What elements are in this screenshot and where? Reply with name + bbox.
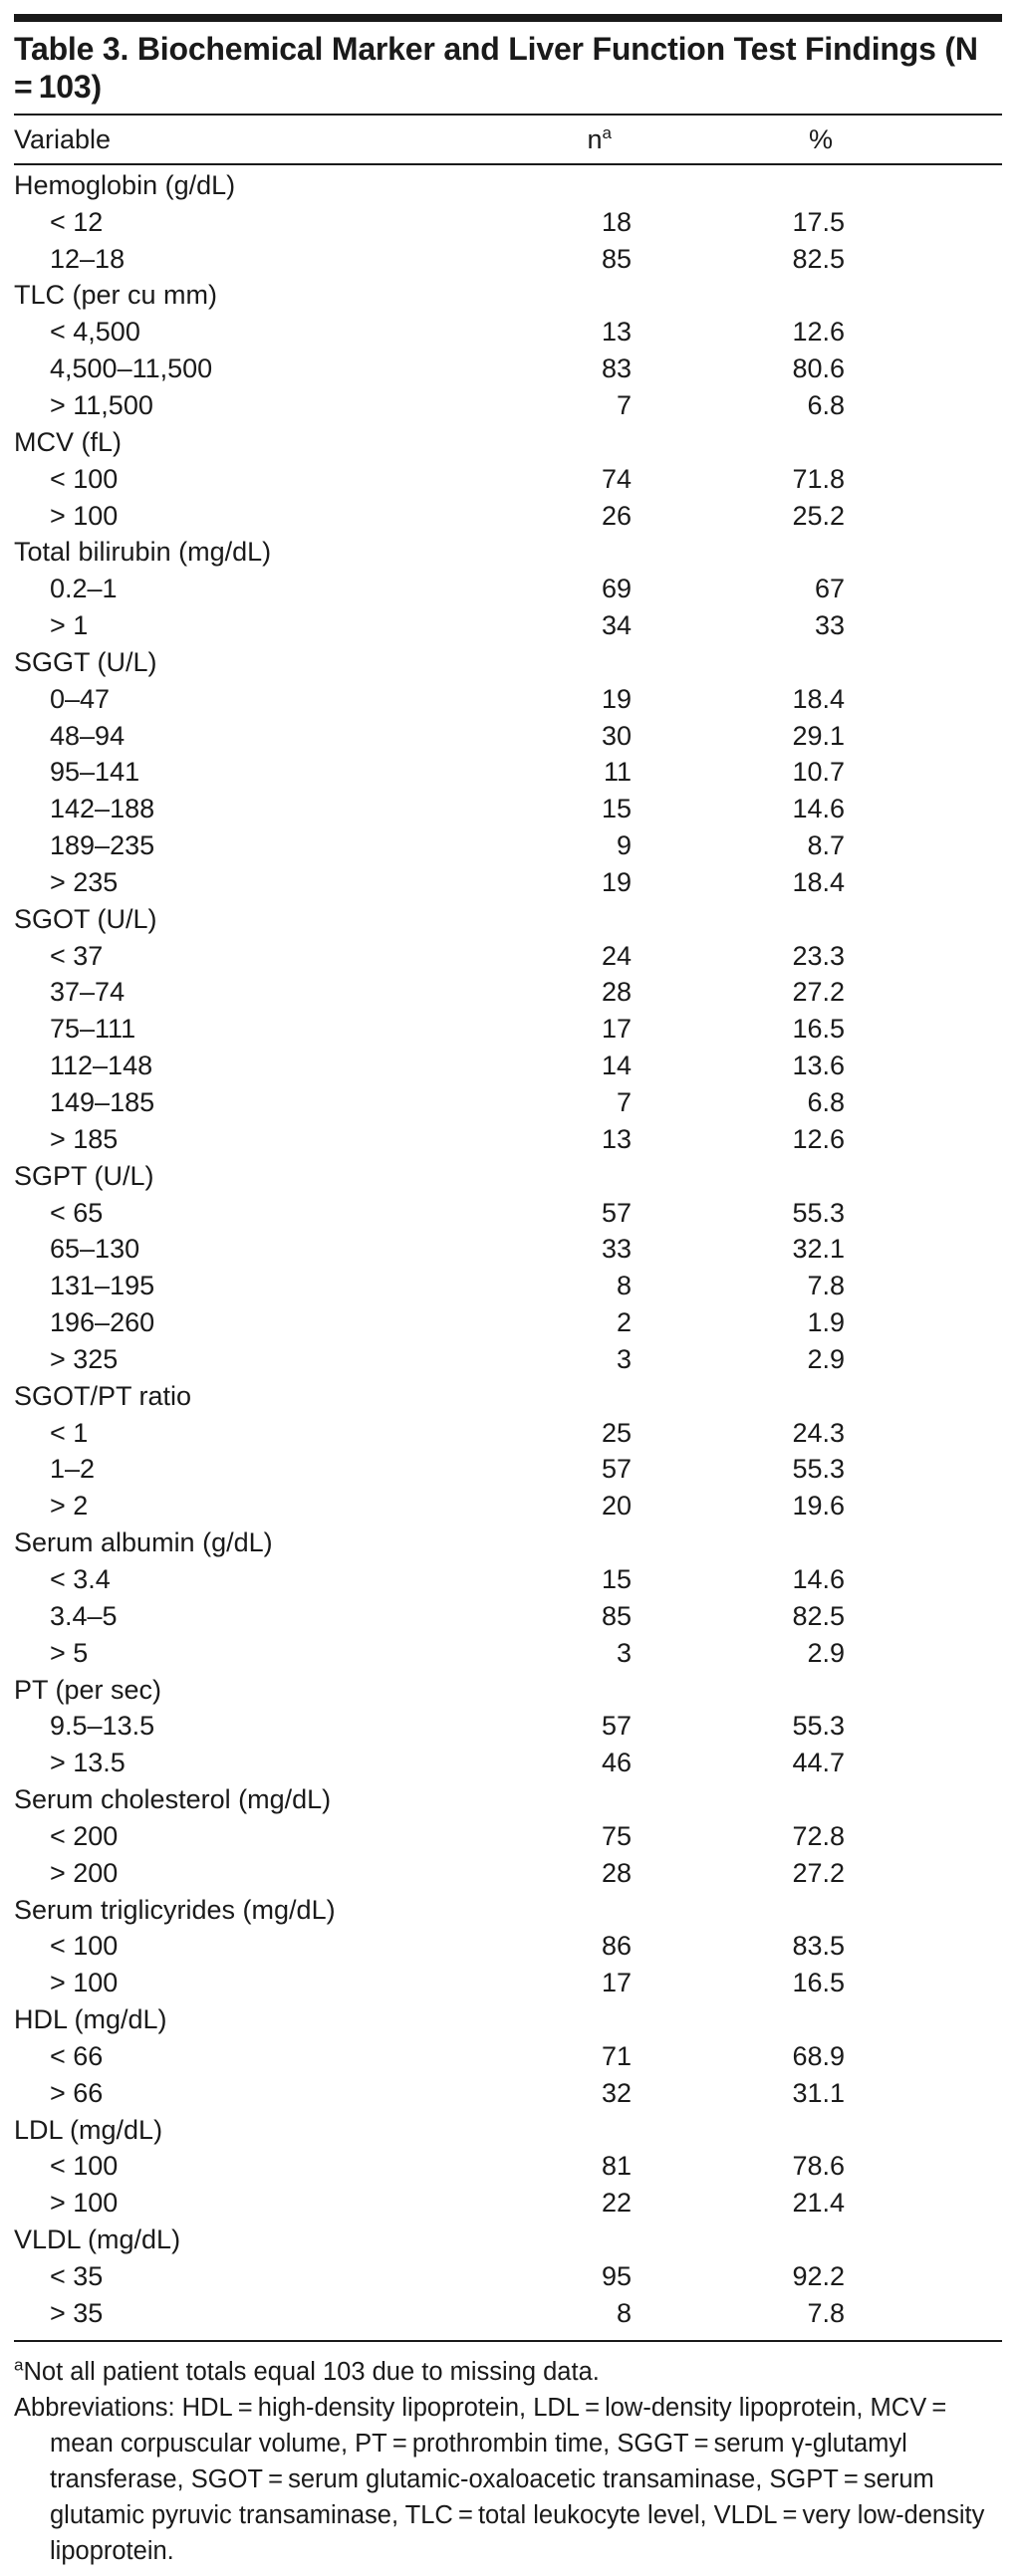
row-label: < 12: [50, 206, 104, 237]
header-n-label: n: [587, 123, 603, 154]
row-label: < 66: [50, 2040, 104, 2071]
row-percent: 68.9: [792, 2040, 845, 2071]
row-percent: 82.5: [792, 243, 845, 274]
table-row: [14, 718, 1002, 755]
table-group-row: [14, 1158, 1002, 1195]
row-label: SGGT (U/L): [14, 646, 157, 677]
row-label: 112–148: [50, 1051, 153, 1081]
table-row: [14, 681, 1002, 718]
row-percent: 55.3: [792, 1454, 845, 1485]
row-label: < 4,500: [50, 317, 140, 348]
row-label: < 100: [50, 1931, 119, 1962]
row-n: 13: [601, 317, 632, 348]
row-label: Serum triglicyrides (mg/dL): [14, 1894, 336, 1925]
table-row: [14, 2038, 1002, 2075]
table-row: [14, 1745, 1002, 1781]
row-label: > 5: [50, 1637, 89, 1668]
row-label: SGPT (U/L): [14, 1160, 154, 1191]
row-n: 32: [601, 2077, 632, 2108]
row-percent: 16.5: [792, 1014, 845, 1045]
row-label: 48–94: [50, 720, 126, 751]
table-row: [14, 975, 1002, 1012]
table-group-row: [14, 1672, 1002, 1709]
table-row: [14, 1598, 1002, 1635]
row-n: 71: [601, 2040, 632, 2071]
row-n: 8: [616, 1271, 632, 1301]
row-percent: 18.4: [792, 866, 845, 897]
table-figure: [14, 14, 1002, 2569]
table-row: [14, 2185, 1002, 2222]
table-row: [14, 1561, 1002, 1598]
row-percent: 7.8: [807, 2297, 845, 2328]
row-percent: 17.5: [792, 206, 845, 237]
row-n: 7: [616, 1087, 632, 1118]
row-n: 46: [601, 1748, 632, 1778]
table-row: [14, 1048, 1002, 1084]
row-percent: 27.2: [792, 1857, 845, 1888]
table-row: [14, 498, 1002, 535]
table-row: [14, 755, 1002, 792]
row-label: 196–260: [50, 1307, 155, 1338]
table-row: [14, 2295, 1002, 2332]
row-n: 33: [601, 1234, 632, 1265]
row-label: < 35: [50, 2261, 104, 2292]
row-label: > 35: [50, 2297, 104, 2328]
table-row: [14, 461, 1002, 498]
row-n: 8: [616, 2297, 632, 2328]
table-row: [14, 1195, 1002, 1232]
row-label: 1–2: [50, 1454, 96, 1485]
table-row: [14, 571, 1002, 607]
row-n: 57: [601, 1197, 632, 1228]
bottom-rule: [14, 2340, 1002, 2342]
table-row: [14, 2258, 1002, 2295]
row-n: 83: [601, 353, 632, 384]
row-label: 75–111: [50, 1014, 136, 1045]
row-label: 131–195: [50, 1271, 155, 1301]
table-row: [14, 2075, 1002, 2112]
row-n: 34: [601, 610, 632, 641]
header-percent: %: [808, 123, 833, 154]
footnote-mark: a: [14, 2355, 24, 2375]
row-label: < 3.4: [50, 1563, 111, 1594]
row-label: 189–235: [50, 830, 155, 861]
table-row: [14, 1929, 1002, 1966]
table-header: [14, 116, 1002, 163]
table-row: [14, 938, 1002, 975]
row-label: HDL (mg/dL): [14, 2004, 167, 2035]
abbreviations: Abbreviations: HDL = high-density lipoprotein, LDL = low-density lipoprotein, MCV = mean corpuscular volume, PT = prothrombin time, SGGT = serum γ-glutamyl transferase, SGOT = serum glutamic-oxaloacetic transaminase, SGPT = serum glutamic pyruvic transaminase, TLC = total leukocyte level, VLDL = very low-density lipoprotein.: [14, 2393, 985, 2565]
row-percent: 8.7: [807, 830, 845, 861]
row-n: 19: [601, 683, 632, 714]
row-label: VLDL (mg/dL): [14, 2225, 181, 2255]
row-label: 0–47: [50, 683, 111, 714]
row-n: 3: [616, 1637, 632, 1668]
row-label: < 1: [50, 1417, 89, 1448]
row-label: 12–18: [50, 243, 126, 274]
table-row: [14, 1452, 1002, 1489]
table-group-row: [14, 424, 1002, 461]
table-group-row: [14, 2001, 1002, 2038]
table-row: [14, 1304, 1002, 1341]
row-percent: 67: [814, 574, 845, 604]
table-row: [14, 1635, 1002, 1672]
row-n: 2: [616, 1307, 632, 1338]
row-label: > 13.5: [50, 1748, 126, 1778]
table-row: [14, 1818, 1002, 1855]
row-label: > 200: [50, 1857, 119, 1888]
row-percent: 12.6: [792, 1123, 845, 1154]
row-label: SGOT/PT ratio: [14, 1380, 192, 1411]
header-n-footnote-mark: a: [602, 122, 612, 142]
row-n: 74: [601, 463, 632, 494]
row-percent: 23.3: [792, 940, 845, 971]
table-row: [14, 314, 1002, 351]
table-group-row: [14, 2112, 1002, 2149]
row-label: 37–74: [50, 977, 126, 1008]
row-percent: 6.8: [807, 1087, 845, 1118]
row-percent: 2.9: [807, 1637, 845, 1668]
row-label: 3.4–5: [50, 1600, 118, 1631]
row-label: LDL (mg/dL): [14, 2114, 163, 2145]
row-n: 75: [601, 1820, 632, 1851]
row-n: 57: [601, 1711, 632, 1742]
table-row: [14, 1855, 1002, 1892]
row-n: 11: [603, 757, 632, 788]
table-row: [14, 864, 1002, 901]
table-row: [14, 1341, 1002, 1378]
table-title: Table 3. Biochemical Marker and Liver Function Test Findings (N = 103): [14, 31, 984, 105]
row-percent: 32.1: [792, 1234, 845, 1265]
row-label: > 100: [50, 1968, 119, 1998]
table-row: [14, 1268, 1002, 1304]
row-n: 18: [601, 206, 632, 237]
table-row: [14, 351, 1002, 387]
row-label: 149–185: [50, 1087, 155, 1118]
row-label: 9.5–13.5: [50, 1711, 155, 1742]
row-label: 65–130: [50, 1234, 140, 1265]
table-row: [14, 241, 1002, 278]
table-row: [14, 2149, 1002, 2186]
table-body: [14, 165, 1002, 2332]
row-percent: 14.6: [792, 794, 845, 824]
row-n: 81: [601, 2151, 632, 2182]
row-n: 17: [601, 1014, 632, 1045]
row-percent: 7.8: [807, 1271, 845, 1301]
row-n: 95: [601, 2261, 632, 2292]
row-percent: 92.2: [792, 2261, 845, 2292]
row-percent: 24.3: [792, 1417, 845, 1448]
row-label: Hemoglobin (g/dL): [14, 169, 236, 200]
row-percent: 19.6: [792, 1491, 845, 1522]
row-n: 28: [601, 1857, 632, 1888]
row-n: 19: [601, 866, 632, 897]
row-n: 85: [601, 1600, 632, 1631]
table-row: [14, 1011, 1002, 1048]
row-percent: 21.4: [792, 2188, 845, 2219]
table-group-row: [14, 278, 1002, 315]
row-percent: 27.2: [792, 977, 845, 1008]
table-row: [14, 1708, 1002, 1745]
row-percent: 14.6: [792, 1563, 845, 1594]
row-n: 26: [601, 500, 632, 531]
row-label: < 100: [50, 2151, 119, 2182]
table-group-row: [14, 1781, 1002, 1818]
row-n: 17: [601, 1968, 632, 1998]
row-percent: 13.6: [792, 1051, 845, 1081]
row-percent: 16.5: [792, 1968, 845, 1998]
row-percent: 6.8: [807, 389, 845, 420]
row-percent: 10.7: [792, 757, 845, 788]
table-row: [14, 791, 1002, 827]
row-n: 86: [601, 1931, 632, 1962]
table-row: [14, 1121, 1002, 1158]
header-n: [482, 124, 612, 155]
row-label: > 1: [50, 610, 89, 641]
table-group-row: [14, 1892, 1002, 1929]
footnote-text: Not all patient totals equal 103 due to missing data.: [23, 2357, 600, 2386]
table-group-row: [14, 534, 1002, 571]
row-n: 7: [616, 389, 632, 420]
table-row: [14, 1415, 1002, 1452]
row-percent: 29.1: [792, 720, 845, 751]
row-n: 13: [601, 1123, 632, 1154]
row-n: 24: [601, 940, 632, 971]
row-label: Serum cholesterol (mg/dL): [14, 1784, 332, 1815]
row-label: Total bilirubin (mg/dL): [14, 537, 272, 568]
table-group-row: [14, 644, 1002, 681]
table-group-row: [14, 901, 1002, 938]
row-label: 4,500–11,500: [50, 353, 213, 384]
row-n: 28: [601, 977, 632, 1008]
row-percent: 80.6: [792, 353, 845, 384]
row-percent: 31.1: [792, 2077, 845, 2108]
row-label: MCV (fL): [14, 426, 122, 457]
row-label: PT (per sec): [14, 1674, 162, 1705]
row-label: 0.2–1: [50, 574, 118, 604]
row-n: 14: [601, 1051, 632, 1081]
row-label: > 11,500: [50, 389, 153, 420]
row-percent: 83.5: [792, 1931, 845, 1962]
header-variable: Variable: [14, 123, 112, 154]
table-row: [14, 1965, 1002, 2001]
row-n: 85: [601, 243, 632, 274]
row-n: 3: [616, 1343, 632, 1374]
row-n: 57: [601, 1454, 632, 1485]
row-percent: 82.5: [792, 1600, 845, 1631]
row-percent: 18.4: [792, 683, 845, 714]
row-label: > 100: [50, 500, 119, 531]
row-label: > 100: [50, 2188, 119, 2219]
row-n: 9: [616, 830, 632, 861]
row-percent: 72.8: [792, 1820, 845, 1851]
row-label: > 66: [50, 2077, 104, 2108]
row-percent: 25.2: [792, 500, 845, 531]
row-percent: 78.6: [792, 2151, 845, 2182]
row-percent: 33: [814, 610, 845, 641]
row-label: Serum albumin (g/dL): [14, 1527, 273, 1558]
table-group-row: [14, 1524, 1002, 1561]
row-n: 15: [601, 794, 632, 824]
row-percent: 44.7: [792, 1748, 845, 1778]
row-n: 20: [601, 1491, 632, 1522]
row-n: 25: [601, 1417, 632, 1448]
row-percent: 1.9: [807, 1307, 845, 1338]
row-n: 69: [601, 574, 632, 604]
table-row: [14, 204, 1002, 241]
table-group-row: [14, 1378, 1002, 1415]
row-percent: 2.9: [807, 1343, 845, 1374]
table-footnotes: [14, 2354, 1002, 2569]
row-label: > 2: [50, 1491, 89, 1522]
row-percent: 12.6: [792, 317, 845, 348]
row-label: < 37: [50, 940, 104, 971]
row-n: 15: [601, 1563, 632, 1594]
table-row: [14, 1488, 1002, 1524]
row-percent: 55.3: [792, 1197, 845, 1228]
row-label: SGOT (U/L): [14, 903, 157, 934]
row-label: > 325: [50, 1343, 119, 1374]
table-group-row: [14, 167, 1002, 204]
table-row: [14, 1084, 1002, 1121]
top-rule: [14, 14, 1002, 22]
row-label: > 185: [50, 1123, 119, 1154]
row-label: 142–188: [50, 794, 155, 824]
row-percent: 55.3: [792, 1711, 845, 1742]
row-label: 95–141: [50, 757, 140, 788]
row-label: < 200: [50, 1820, 119, 1851]
table-group-row: [14, 2222, 1002, 2258]
row-label: > 235: [50, 866, 119, 897]
table-row: [14, 827, 1002, 864]
row-label: TLC (per cu mm): [14, 280, 218, 311]
table-row: [14, 1231, 1002, 1268]
table-row: [14, 387, 1002, 424]
table-row: [14, 607, 1002, 644]
row-n: 30: [601, 720, 632, 751]
row-n: 22: [601, 2188, 632, 2219]
row-label: < 65: [50, 1197, 104, 1228]
row-percent: 71.8: [792, 463, 845, 494]
row-label: < 100: [50, 463, 119, 494]
footnote-a: [14, 2354, 1002, 2390]
